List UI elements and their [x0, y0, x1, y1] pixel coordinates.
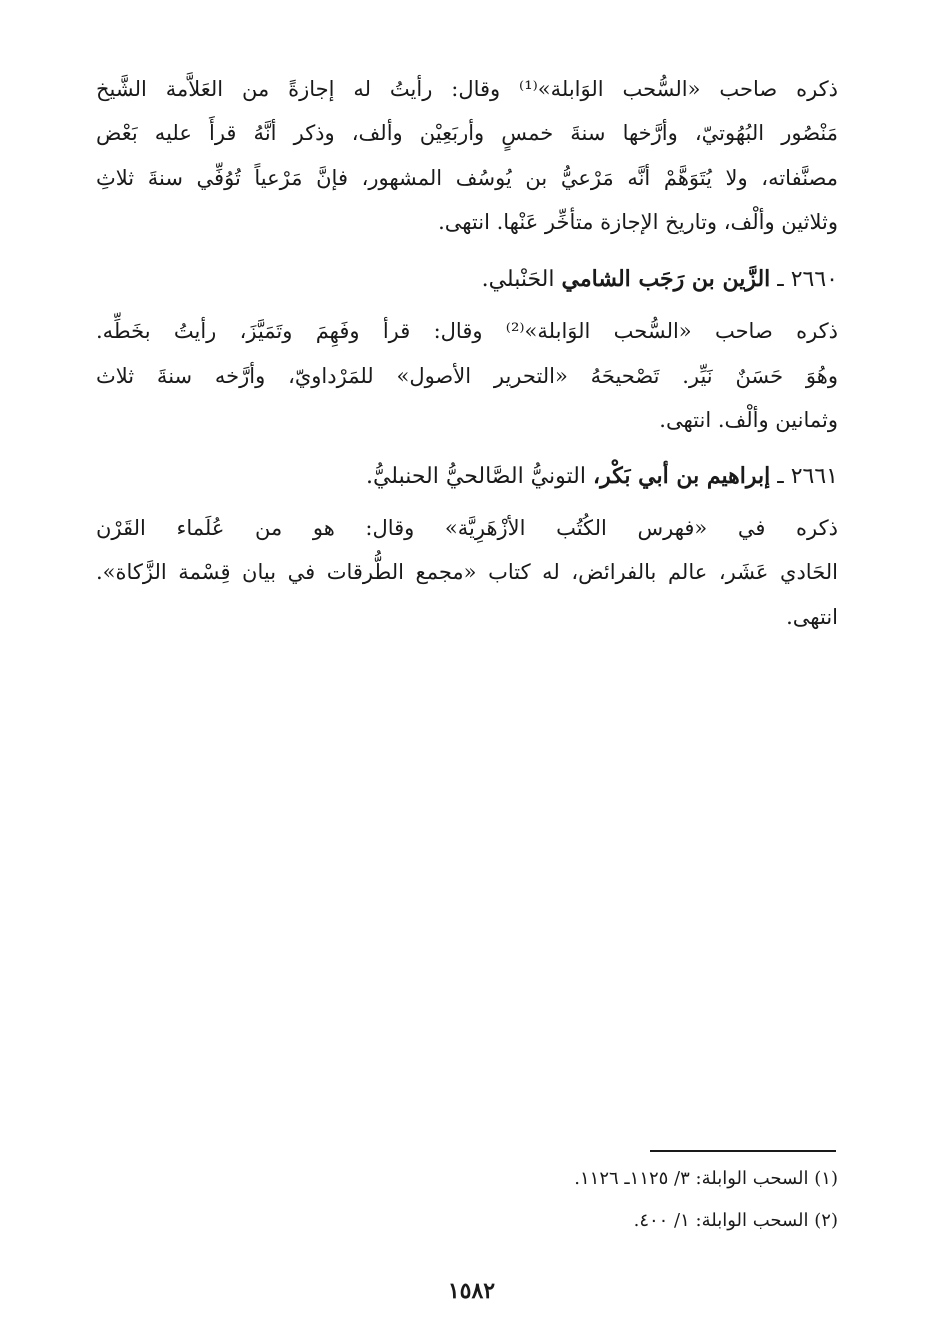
paragraph-line: الحَادي عَشَر، عالم بالفرائض، له كتاب «مجمع الطُّرقات في بيان قِسْمة الزَّكاة». — [96, 560, 838, 584]
footnote-2: (٢) السحب الوابلة: ١/ ٤٠٠. — [633, 1210, 838, 1231]
entry-heading-2660 — [482, 263, 838, 296]
entry-number: ٢٦٦٠ ـ — [777, 267, 838, 292]
entry-descriptor: التونيُّ الصَّالحيُّ الحنبليُّ. — [365, 464, 586, 489]
entry-heading-2661 — [366, 460, 838, 493]
page-number: ١٥٨٢ — [447, 1278, 496, 1304]
paragraph-line: مَنْصُور البُهُوتيّ، وأرَّخها سنةَ خمسٍ وأربَعِيْن وألف، وذكر أنَّهُ قرأَ عليه بَعْض — [96, 121, 838, 145]
paragraph-line: ذكره في «فهرس الكُتُب الأزْهَرِيَّة» وقال: هو من عُلَماء القَرْن — [96, 516, 838, 540]
footnote-1: (١) السحب الوابلة: ٣/ ١١٢٥ـ ١١٢٦. — [574, 1168, 838, 1189]
entry-name: إبراهيم بن أبي بَكْر، — [592, 463, 771, 489]
paragraph-line: مصنَّفاته، ولا يُتَوَهَّمْ أنَّه مَرْعيُّ بن يُوسُف المشهور، فإنَّ مَرْعياً تُوُفِّي سنةَ ثلاثِ — [96, 166, 838, 190]
entry-number: ٢٦٦١ ـ — [777, 464, 838, 489]
paragraph-line: وهُوَ حَسَنٌ نَيِّر. تَصْحيحَهُ «التحرير الأصول» للمَرْداويّ، وأرَّخه سنةَ ثلاث — [96, 364, 838, 388]
paragraph-line: انتهى. — [786, 605, 838, 629]
entry-name: الزَّين بن رَجَب الشامي — [561, 266, 771, 292]
paragraph-line: ذكره صاحب «السُّحب الوَابلة»⁽¹⁾ وقال: رأيتُ له إجازةً من العَلاَّمة الشَّيخ — [96, 77, 839, 101]
paragraph-line: وثمانين وألْف. انتهى. — [659, 408, 838, 432]
paragraph-line: وثلاثين وألْف، وتاريخ الإجازة متأخِّر عَنْها. انتهى. — [438, 210, 838, 234]
footnote-divider — [650, 1150, 836, 1152]
paragraph-line: ذكره صاحب «السُّحب الوَابلة»⁽²⁾ وقال: قرأ وفَهِمَ وتَمَيَّزَ، رأيتُ بخَطِّه. — [96, 319, 839, 343]
entry-descriptor: الحَنْبلي. — [481, 267, 555, 292]
